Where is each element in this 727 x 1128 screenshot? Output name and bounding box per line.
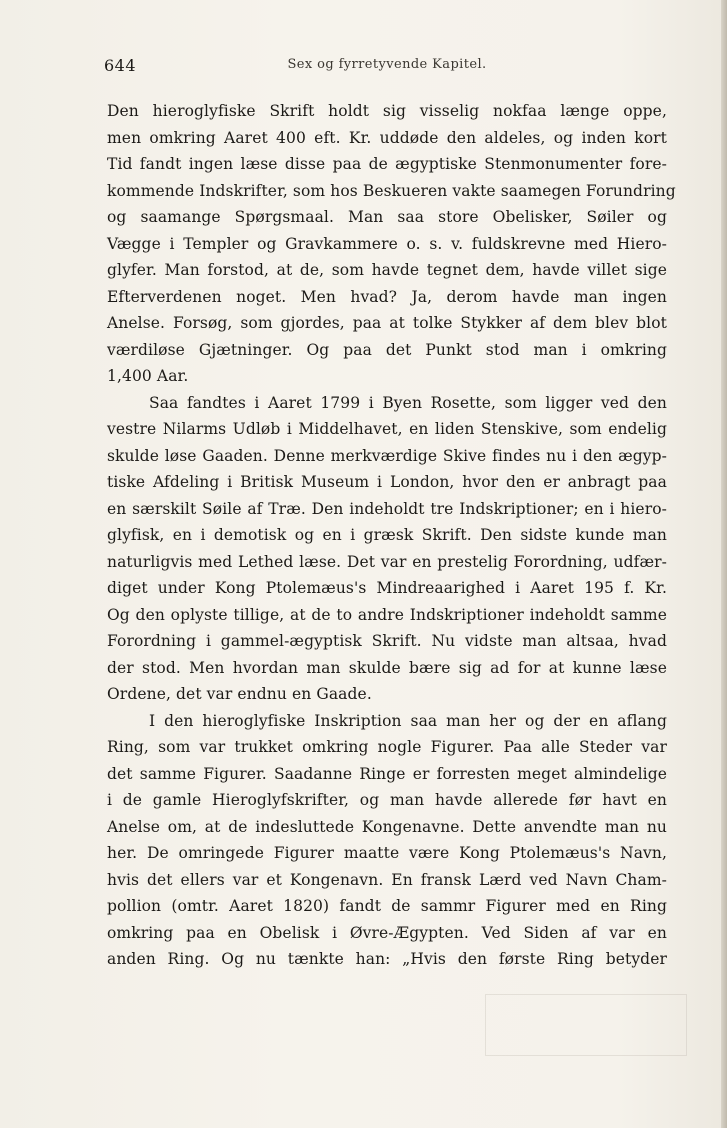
text-line: anden Ring. Og nu tænkte han: „Hvis den første Ring betyder (107, 950, 667, 968)
text-line: skulde løse Gaaden. Denne merkværdige Skive findes nu i den ægyp- (107, 446, 667, 465)
text-line: pollion (omtr. Aaret 1820) fandt de sammr Figurer med en Ring (107, 897, 667, 915)
body-text (107, 98, 676, 973)
bleed-through-shadow (485, 994, 687, 1056)
text-line: kommende Indskrifter, som hos Beskueren vakte saamegen Forundring (107, 181, 676, 200)
text-line: her. De omringede Figurer maatte være Kong Ptolemæus's Navn, (107, 844, 667, 862)
text-line: Den hieroglyfiske Skrift holdt sig visselig nokfaa længe oppe, (107, 102, 667, 120)
page-edge (721, 0, 727, 1128)
text-line: og saamange Spørgsmaal. Man saa store Obelisker, Søiler og (107, 208, 667, 226)
text-line: Saa fandtes i Aaret 1799 i Byen Rosette, som ligger ved den (149, 393, 667, 412)
text-line: glyfer. Man forstod, at de, som havde tegnet dem, havde villet sige (107, 261, 667, 279)
text-line: men omkring Aaret 400 eft. Kr. uddøde den aldeles, og inden kort (107, 128, 667, 147)
text-line: en særskilt Søile af Træ. Den indeholdt tre Indskriptioner; en i hiero- (107, 499, 667, 518)
text-line: Ring, som var trukket omkring nogle Figurer. Paa alle Steder var (107, 738, 667, 756)
text-line: Anelse om, at de indesluttede Kongenavne. Dette anvendte man nu (107, 817, 667, 836)
page-number: 644 (104, 56, 137, 75)
text-line: I den hieroglyfiske Inskription saa man her og der en aflang (149, 711, 667, 730)
text-line: Og den oplyste tillige, at de to andre Indskriptioner indeholdt samme (107, 605, 667, 624)
text-line: der stod. Men hvordan man skulde bære sig ad for at kunne læse (107, 658, 667, 677)
text-line: vestre Nilarms Udløb i Middelhavet, en liden Stenskive, som endelig (107, 420, 667, 438)
text-line: naturligvis med Lethed læse. Det var en prestelig Forordning, udfær- (107, 552, 667, 571)
text-line: i de gamle Hieroglyfskrifter, og man havde allerede før havt en (107, 791, 667, 809)
text-line: glyfisk, en i demotisk og en i græsk Skrift. Den sidste kunde man (107, 526, 667, 544)
text-line: diget under Kong Ptolemæus's Mindreaarighed i Aaret 195 f. Kr. (107, 579, 667, 597)
text-line: værdiløse Gjætninger. Og paa det Punkt stod man i omkring (107, 340, 667, 359)
text-line: 1,400 Aar. (107, 367, 189, 385)
text-line: det samme Figurer. Saadanne Ringe er forresten meget almindelige (107, 764, 667, 783)
text-line: Ordene, det var endnu en Gaade. (107, 685, 372, 703)
text-line: omkring paa en Obelisk i Øvre-Ægypten. Ved Siden af var en (107, 923, 667, 942)
text-line: Tid fandt ingen læse disse paa de ægyptiske Stenmonumenter fore- (107, 155, 667, 173)
running-title: Sex og fyrretyvende Kapitel. (287, 57, 487, 72)
text-line: tiske Afdeling i Britisk Museum i London, hvor den er anbragt paa (107, 473, 667, 491)
text-line: Forordning i gammel-ægyptisk Skrift. Nu vidste man altsaa, hvad (107, 632, 667, 650)
text-line: Efterverdenen noget. Men hvad? Ja, derom havde man ingen (107, 287, 667, 306)
page-header (104, 56, 670, 78)
text-line: Anelse. Forsøg, som gjordes, paa at tolke Stykker af dem blev blot (107, 314, 667, 332)
text-line: Vægge i Templer og Gravkammere o. s. v. fuldskrevne med Hiero- (107, 234, 667, 253)
text-line: hvis det ellers var et Kongenavn. En fransk Lærd ved Navn Cham- (107, 870, 667, 889)
